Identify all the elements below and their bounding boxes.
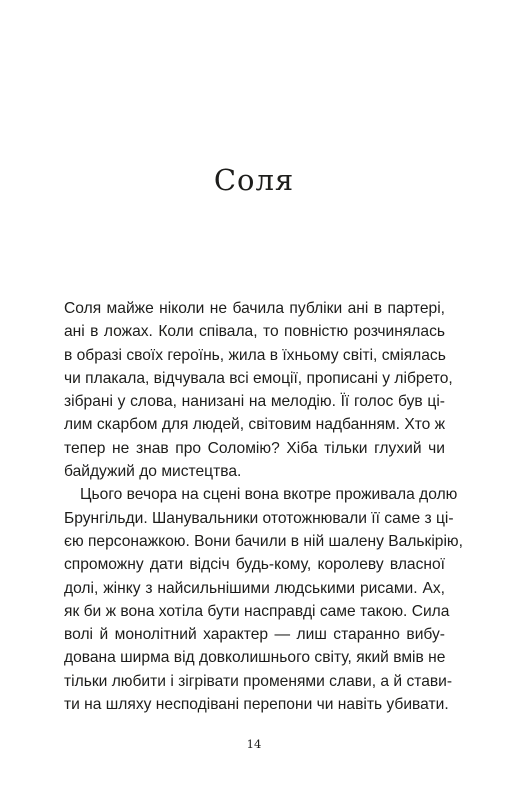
text-line: Брунгільди. Шанувальники ототожнювали її саме з ці- — [64, 509, 454, 527]
paragraph-1 — [64, 297, 453, 483]
text-line: дована ширма від довколишнього світу, який вмів не — [64, 649, 446, 667]
text-line: чи плакала, відчувала всі емоції, прописані у лібрето, — [64, 369, 453, 387]
text-line: єю персонажкою. Вони бачили в ній шалену Валькірію, — [64, 532, 463, 550]
text-line: спроможну дати відсіч будь-кому, королеву власної — [64, 556, 445, 574]
text-line: Цього вечора на сцені вона вкотре проживала долю — [80, 486, 458, 504]
text-line: зібрані у слова, нанизані на мелодію. Її голос був ці- — [64, 393, 445, 411]
text-line: байдужий до мистецтва. — [64, 463, 242, 481]
text-line: як би ж вона хотіла бути насправді саме такою. Сила — [64, 602, 450, 620]
text-line: в образі своїх героїнь, жила в їхньому світі, сміялась — [64, 346, 446, 364]
text-line: волі й монолітний характер — лиш старанно вибу- — [64, 626, 445, 644]
text-line: ти на шляху несподівані перепони чи навіть убивати. — [64, 696, 449, 714]
text-line: тільки любити і зігрівати променями слави, а й стави- — [64, 672, 453, 690]
text-line: лим скарбом для людей, світовим надбанням. Хто ж — [64, 416, 446, 434]
paragraph-2 — [64, 483, 463, 716]
chapter-title: Соля — [213, 163, 295, 197]
body-text — [64, 297, 463, 716]
text-line: тепер не знав про Соломію? Хіба тільки глухий чи — [64, 439, 445, 457]
text-line: ані в ложах. Коли співала, то повністю розчинялась — [64, 323, 445, 341]
text-line: Соля майже ніколи не бачила публіки ані в партері, — [64, 300, 445, 317]
text-line: долі, жінку з найсильнішими людськими рисами. Ах, — [64, 579, 445, 597]
page-number: 14 — [246, 737, 262, 751]
